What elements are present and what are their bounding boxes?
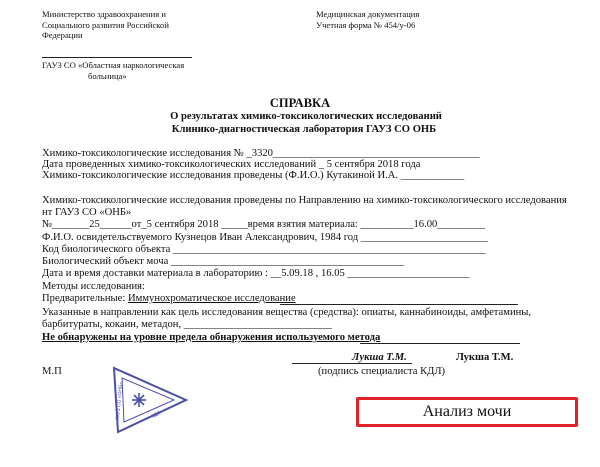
ministry-line-1: Министерство здравоохранения и bbox=[42, 9, 166, 19]
stamp-text-org: ГАУЗ СО «ОНБ» bbox=[115, 381, 125, 421]
performed-by-line: Химико-токсикологические исследования проведены (Ф.И.О.) Кутакиной И.А. ____________ bbox=[42, 170, 465, 181]
ministry-block bbox=[42, 9, 169, 41]
preliminary-label: Предварительные: bbox=[42, 293, 126, 304]
organization-block bbox=[42, 60, 184, 81]
referral-line-2: нт ГАУЗ СО «ОНБ» bbox=[42, 207, 132, 218]
urine-analysis-callout bbox=[356, 397, 578, 427]
form-info-line-2: Учетная форма № 454/у-06 bbox=[316, 19, 416, 30]
triangle-stamp bbox=[108, 360, 190, 435]
result-line: Не обнаружены на уровне предела обнаружения используемого метода bbox=[42, 332, 381, 343]
substances-line-2: барбитураты, кокаин, метадон, ____________________________ bbox=[42, 319, 333, 330]
preliminary-line bbox=[42, 293, 296, 305]
stamp-emblem-icon bbox=[132, 393, 146, 407]
document-subtitle-1: О результатах химико-токсикологических исследований bbox=[170, 111, 442, 122]
signature-caption: (подпись специалиста КДЛ) bbox=[318, 366, 446, 377]
result-rule bbox=[360, 343, 520, 344]
methods-label: Методы исследования: bbox=[42, 281, 145, 292]
referral-line-3: №_______25______от_5 сентября 2018 _____время взятия материала: __________16.00_________ bbox=[42, 219, 485, 230]
bio-object-line: Биологический объект моча ____________________________________________ bbox=[42, 256, 404, 267]
referral-line-1: Химико-токсикологические исследования проведены по Направлению на химико-токсикологического исследования bbox=[42, 195, 567, 206]
study-number-line: Химико-токсикологические исследования № _3320_______________________________________ bbox=[42, 148, 480, 159]
substances-line-1: Указанные в направлении как цель исследования вещества (средства): опиаты, каннабиноиды, амфетамины, bbox=[42, 307, 532, 318]
preliminary-rule bbox=[280, 304, 518, 305]
seal-place-label: М.П bbox=[42, 366, 62, 377]
form-info-line-1: Медицинская документация bbox=[316, 9, 420, 19]
ministry-line-2: Социального развития Российской bbox=[42, 19, 169, 30]
ministry-line-3: Федерации bbox=[42, 30, 83, 40]
form-info-block bbox=[316, 9, 419, 30]
organization-line-1: ГАУЗ СО «Областная наркологическая bbox=[42, 60, 185, 70]
delivery-line: Дата и время доставки материала в лабораторию : __5.09.18 , 16.05 _______________________ bbox=[42, 268, 470, 279]
document-title: СПРАВКА bbox=[269, 96, 331, 110]
stamp-text-lab: КДЛ bbox=[150, 410, 162, 420]
specialist-signature: Лукша Т.М. bbox=[352, 352, 407, 363]
header-left-rule bbox=[42, 57, 192, 58]
preliminary-method: Иммунохроматическое исследование bbox=[127, 293, 296, 304]
document-subtitle-2: Клинико-диагностическая лаборатория ГАУЗ СО ОНБ bbox=[171, 124, 437, 135]
study-date-line: Дата проведенных химико-токсикологических исследований _ 5 сентября 2018 года bbox=[42, 159, 421, 170]
urine-analysis-label: Анализ мочи bbox=[422, 403, 512, 420]
subject-name-line: Ф.И.О. освидетельствуемого Кузнецов Иван Александрович, 1984 год ________________________ bbox=[42, 232, 488, 243]
bio-code-line: Код биологического объекта ___________________________________________________________ bbox=[42, 244, 486, 255]
specialist-name: Лукша Т.М. bbox=[456, 352, 514, 363]
organization-line-2: больница» bbox=[88, 70, 127, 81]
